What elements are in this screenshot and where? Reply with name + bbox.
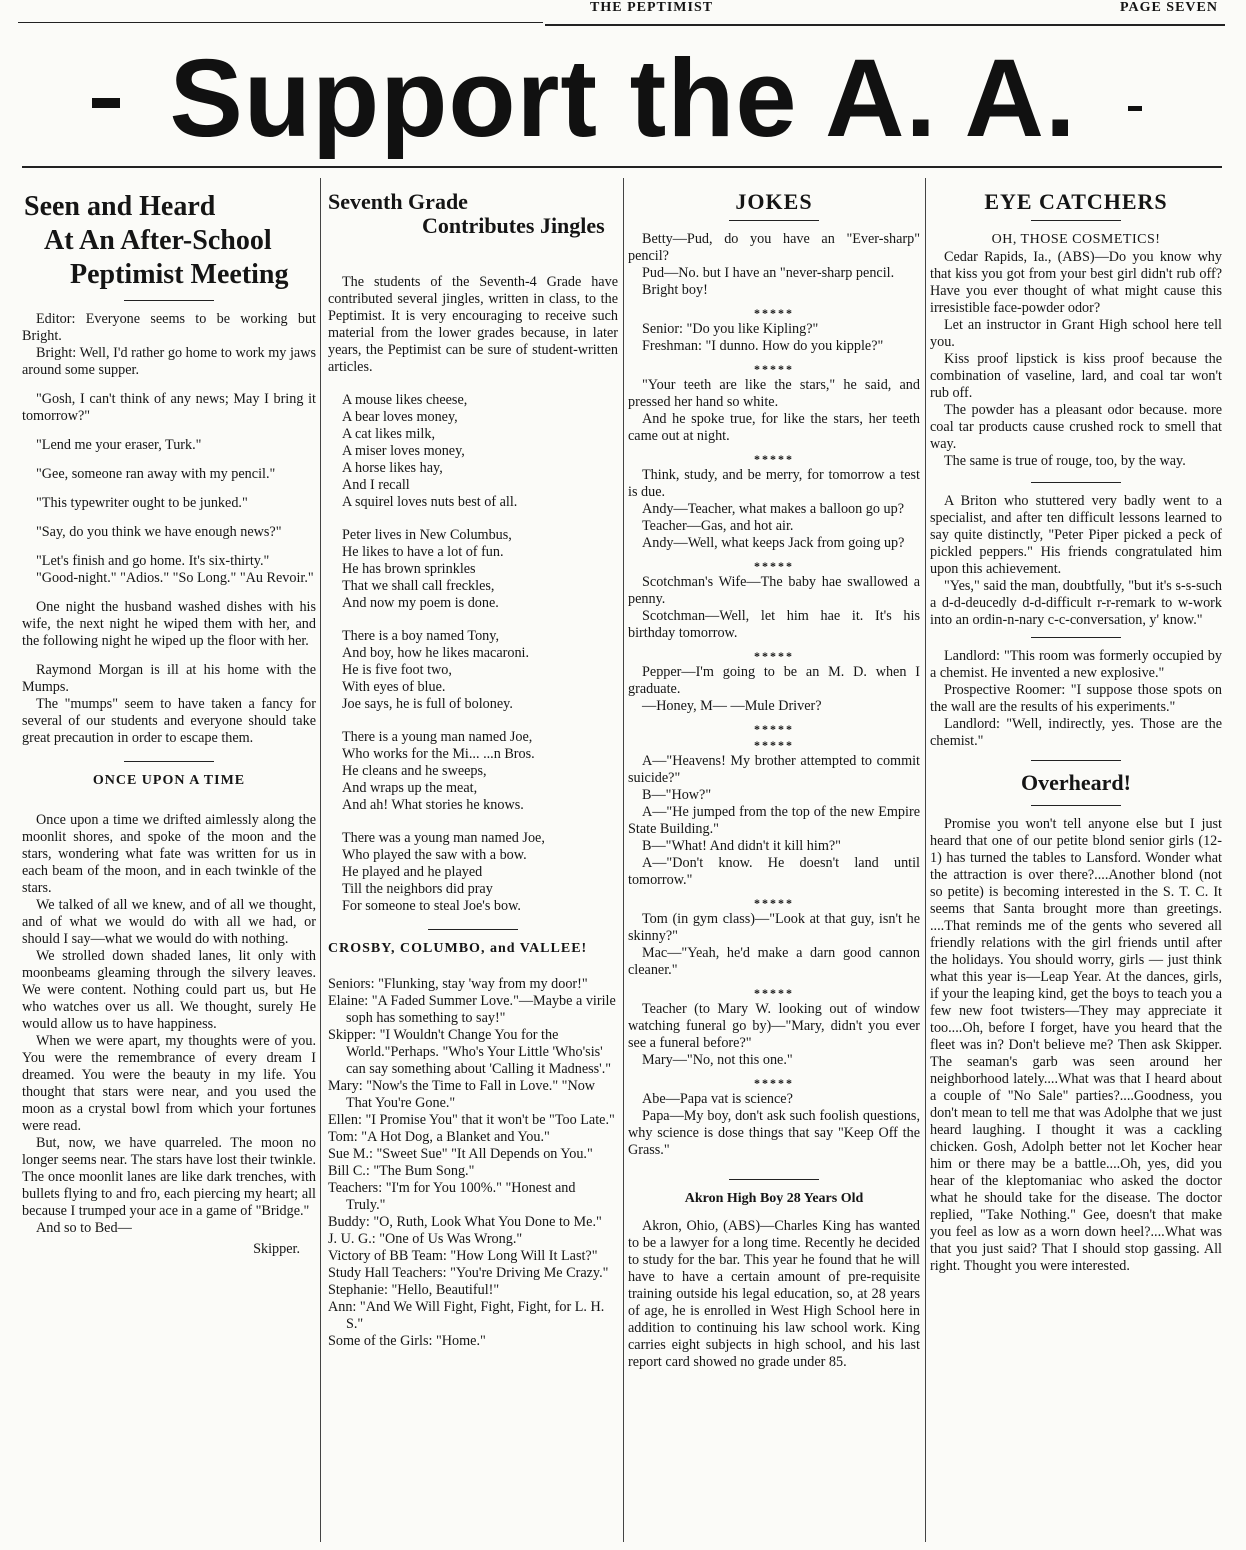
spacer — [22, 379, 316, 391]
song-person: Seniors: — [328, 976, 375, 992]
song-person: Bill C.: — [328, 1163, 370, 1179]
cosmetics-paragraph: Kiss proof lipstick is kiss proof because the combination of vaseline, lard, and coal tar won't rub off. — [930, 351, 1222, 401]
meeting-paragraph: "This typewriter ought to be junked." — [36, 495, 248, 511]
col1-paragraphs — [22, 311, 316, 747]
joke-separator: ***** — [754, 362, 794, 376]
song-person: J. U. G.: — [328, 1231, 376, 1247]
joke-line: Teacher—Gas, and hot air. — [642, 518, 794, 534]
joke-line: Scotchman—Well, let him hae it. It's his birthday tomorrow. — [628, 608, 920, 641]
joke-separator: ***** — [754, 896, 794, 910]
joke-line: A—"Heavens! My brother attempted to commit suicide?" — [628, 753, 920, 786]
story-paragraph: But, now, we have quarreled. The moon no longer seems near. The stars have lost their twinkle. The once moonlit lanes are like dark trenches, with bullets flying to and fro, each piercing my heart; all because I trumped your ace in a game of "Bridge." — [22, 1135, 316, 1219]
banner-dash-left — [92, 98, 120, 108]
separator-rule — [428, 929, 518, 930]
joke-line: Abe—Papa vat is science? — [642, 1091, 793, 1107]
joke-line: Betty—Pud, do you have an "Ever-sharp" pencil? — [628, 231, 920, 264]
song-entry — [328, 1282, 618, 1299]
joke-separator: ***** — [754, 559, 794, 573]
song-person: Mary: — [328, 1078, 363, 1094]
banner-dash-right — [1128, 106, 1142, 111]
page-number: PAGE SEVEN — [1119, 0, 1218, 15]
joke-line: "Your teeth are like the stars," he said, and pressed her hand so white. — [628, 377, 920, 410]
song-person: Ann: — [328, 1299, 357, 1315]
landlord-joke — [930, 648, 1222, 750]
briton-paragraph: A Briton who stuttered very badly went to a specialist, and after ten difficult lessons learned to say quite distinctly, "Peter Piper picked a peck of pickled peppers." His friends congratulated him upon this achievement. — [930, 493, 1222, 577]
joke-line: Think, study, and be merry, for tomorrow a test is due. — [628, 467, 920, 500]
banner-headline: Support the A. A. — [169, 37, 1077, 160]
song-person: Study Hall Teachers: — [328, 1265, 447, 1281]
story-text — [22, 812, 316, 1237]
song-person: Skipper: — [328, 1027, 377, 1043]
joke-line: Scotchman's Wife—The baby hae swallowed a penny. — [628, 574, 920, 607]
banner — [0, 34, 1246, 164]
verse-line: Peter lives in New Columbus, — [342, 527, 512, 543]
song-person: Teachers: — [328, 1180, 383, 1196]
song-title: "I'm for You 100%." "Honest and Truly." — [346, 1180, 576, 1213]
title-line: Peptimist Meeting — [70, 259, 289, 290]
jingle-verse — [328, 527, 618, 612]
joke-line: Mac—"Yeah, he'd make a darn good cannon cleaner." — [628, 945, 920, 978]
landlord-line: Landlord: "Well, indirectly, yes. Those are the chemist." — [930, 716, 1222, 749]
joke-separator: ***** — [754, 722, 794, 736]
verse-line: There is a young man named Joe, — [342, 729, 533, 745]
song-title: "I Promise You" that it won't be "Too Late." — [365, 1112, 615, 1128]
meeting-paragraph: "Good-night." "Adios." "So Long." "Au Revoir." — [36, 570, 314, 586]
spacer — [328, 376, 618, 392]
joke-line: Freshman: "I dunno. How do you kipple?" — [642, 338, 884, 354]
verse-line: There is a boy named Tony, — [342, 628, 499, 644]
verse-line: A horse likes hay, — [342, 460, 443, 476]
song-entry — [328, 1214, 618, 1231]
spacer — [328, 511, 618, 527]
verse-line: And now my poem is done. — [342, 595, 499, 611]
joke-line: Andy—Well, what keeps Jack from going up? — [642, 535, 905, 551]
song-title: "A Hot Dog, a Blanket and You." — [361, 1129, 550, 1145]
landlord-line: Prospective Roomer: "I suppose those spots on the wall are the results of his experiments." — [930, 682, 1222, 715]
song-person: Tom: — [328, 1129, 358, 1145]
song-entry — [328, 1027, 618, 1078]
verse-line: And I recall — [342, 477, 410, 493]
meeting-paragraph: One night the husband washed dishes with his wife, the next night he wiped them with her, and the following night he wiped up the floor with her. — [22, 599, 316, 649]
joke-separator: ***** — [754, 1076, 794, 1090]
joke-line: Pepper—I'm going to be an M. D. when I graduate. — [628, 664, 920, 697]
song-entry — [328, 976, 618, 993]
song-title: "You're Driving Me Crazy." — [450, 1265, 609, 1281]
spacer — [628, 1159, 920, 1165]
song-entry — [328, 1146, 618, 1163]
verse-line: Who works for the Mi... ...n Bros. — [342, 746, 535, 762]
verse-line: A miser loves money, — [342, 443, 465, 459]
story-paragraph: When we were apart, my thoughts were of you. You were the remembrance of every dream I dreamed. You were the beauty in my life. You thought that stars were near, and you used the moon as a crystal bowl from which your fortunes were read. — [22, 1033, 316, 1134]
column-seen-and-heard — [22, 178, 316, 1546]
spacer — [22, 650, 316, 662]
separator-rule — [124, 761, 214, 762]
song-entry — [328, 1333, 618, 1350]
song-entry — [328, 1078, 618, 1112]
spacer — [22, 512, 316, 524]
joke-line: Bright boy! — [642, 282, 708, 298]
song-title: "How Long Will It Last?" — [450, 1248, 598, 1264]
song-title: "Flunking, stay 'way from my door!" — [378, 976, 588, 992]
meeting-paragraph: Bright: Well, I'd rather go home to work my jaws around some supper. — [22, 345, 316, 378]
verse-line: He has brown sprinkles — [342, 561, 476, 577]
song-entry — [328, 1265, 618, 1282]
jingle-verse — [328, 392, 618, 511]
akron-text: Akron, Ohio, (ABS)—Charles King has wanted to be a lawyer for a long time. Recently he decided to study for the bar. This year he found that he will have to have a certain amount of pre-requisite training outside his legal education, so, at 28 years of age, he is enrolled in West High School here in addition to continuing his law school work. King carries eight subjects in high school, and his last report card showed no grade under 85. — [628, 1218, 920, 1370]
cosmetics-text — [930, 249, 1222, 470]
jokes-title: JOKES — [735, 189, 813, 214]
overheard-text: Promise you won't tell anyone else but I just heard that one of our petite blond senior girls (12-1) has turned the tables to Lansford. Wonder what the attraction is over there?....Another blond (not so petite) is becoming interested in the S. T. C. It seems that Santa brought more than greetings. ....That reminds me of the gents who severed all friendly relations with the girl friends until after the holidays. You should worry, girls — just think what this year is—Leap Year. At the dances, girls, if your the leaping kind, get the boys to teach you a few new foot twisters—They may appreciate it too....Oh, before I forget, have you heard that the fleet was in? Don't believe me? Then ask Skipper. The seaman's garb was seen around her neighborhood lately....What was that I heard about a couple of "No Sale" parties?....Goodness, you don't mean to tell me that was Adolphe that we just heard laughing. I thought it was a cackling chicken. Gosh, Adolph better not let Kocher hear him or there may be a battle....Oh, yes, did you hear of the kleptomaniac who asked the doctor what he should take for the disease. The doctor replied, "Take Nothing." Gee, doesn't that make you feel as low as a worn down heel?....What was that you just said? That I should stop gassing. All right. Thought you were interested. — [930, 816, 1222, 1274]
song-entry — [328, 993, 618, 1027]
meeting-paragraph: Editor: Everyone seems to be working but Bright. — [22, 311, 316, 344]
meeting-paragraph: "Let's finish and go home. It's six-thirty." — [36, 553, 270, 569]
verse-line: A mouse likes cheese, — [342, 392, 468, 408]
verse-line: He likes to have a lot of fun. — [342, 544, 504, 560]
meeting-paragraph: Raymond Morgan is ill at his home with the Mumps. — [22, 662, 316, 695]
joke-line: B—"How?" — [642, 787, 712, 803]
joke-separator: ***** — [754, 649, 794, 663]
column-rule-3 — [925, 178, 926, 1542]
song-person: Victory of BB Team: — [328, 1248, 447, 1264]
title-line: At An After-School — [44, 225, 272, 256]
cosmetics-title: OH, THOSE COSMETICS! — [991, 232, 1161, 247]
joke-line: Mary—"No, not this one." — [642, 1052, 793, 1068]
joke-line: A—"He jumped from the top of the new Empire State Building." — [628, 804, 920, 837]
songs-title: CROSBY, COLUMBO, and VALLEE! — [328, 941, 588, 956]
paper-name: THE PEPTIMIST — [590, 0, 714, 15]
joke-line: Andy—Teacher, what makes a balloon go up? — [642, 501, 905, 517]
spacer — [328, 814, 618, 830]
song-entry — [328, 1163, 618, 1180]
verse-line: Joe says, he is full of boloney. — [342, 696, 513, 712]
verse-line: A bear loves money, — [342, 409, 458, 425]
verse-line: For someone to steal Joe's bow. — [342, 898, 521, 914]
separator-rule — [729, 1179, 819, 1180]
song-person: Stephanie: — [328, 1282, 388, 1298]
verse-line: And boy, how he likes macaroni. — [342, 645, 530, 661]
landlord-line: Landlord: "This room was formerly occupied by a chemist. He invented a new explosive." — [930, 648, 1222, 681]
cosmetics-paragraph: The powder has a pleasant odor because. more coal tar products cause crushed rock to smell that way. — [930, 402, 1222, 452]
verse-line: Till the neighbors did pray — [342, 881, 493, 897]
separator-rule — [1031, 760, 1121, 761]
joke-line: A—"Don't know. He doesn't land until tomorrow." — [628, 855, 920, 888]
song-title: "Home." — [435, 1333, 486, 1349]
column-2-title — [328, 190, 618, 238]
joke-line: B—"What! And didn't it kill him?" — [642, 838, 841, 854]
song-entry — [328, 1180, 618, 1214]
song-title: "And We Will Fight, Fight, Fight, for L. H. S." — [346, 1299, 605, 1332]
jingle-verse — [328, 830, 618, 915]
spacer — [22, 541, 316, 553]
song-title: "O, Ruth, Look What You Done to Me." — [373, 1214, 602, 1230]
joke-line: Tom (in gym class)—"Look at that guy, isn't he skinny?" — [628, 911, 920, 944]
jokes-list — [628, 231, 920, 1165]
meeting-paragraph: The "mumps" seem to have taken a fancy for several of our students and everyone should take great precaution in order to escape them. — [22, 696, 316, 746]
jingle-verse — [328, 729, 618, 814]
cosmetics-paragraph: Let an instructor in Grant High school here tell you. — [930, 317, 1222, 350]
song-entry — [328, 1299, 618, 1333]
song-person: Some of the Girls: — [328, 1333, 433, 1349]
column-rule-2 — [623, 178, 624, 1542]
verse-line: There was a young man named Joe, — [342, 830, 545, 846]
akron-title: Akron High Boy 28 Years Old — [684, 1191, 864, 1206]
story-paragraph: We talked of all we knew, and of all we thought, and of what we would do with all we had, or should I say—what we would do with nothing. — [22, 897, 316, 947]
intro-paragraph: The students of the Seventh-4 Grade have contributed several jingles, written in class, to the Peptimist. It is very encouraging to receive such material from the lower grades because, in later years, the Peptimist can be sure of student-written articles. — [328, 274, 618, 375]
verses — [328, 376, 618, 915]
briton-paragraph-2: "Yes," said the man, doubtfully, "but it's s-s-such a d-d-deucedly d-d-difficult r-r-remark to w-work into an ordin-n-nary c-c-conversation, y' know." — [930, 578, 1222, 628]
spacer — [22, 454, 316, 466]
verse-line: He is five foot two, — [342, 662, 452, 678]
spacer — [22, 587, 316, 599]
column-eye-catchers — [930, 178, 1222, 1546]
separator-rule — [1031, 805, 1121, 806]
story-paragraph: And so to Bed— — [36, 1220, 132, 1236]
verse-line: He played and he played — [342, 864, 483, 880]
separator-rule — [1031, 637, 1121, 638]
page-header — [0, 0, 1246, 22]
joke-line: And he spoke true, for like the stars, her teeth came out at night. — [628, 411, 920, 444]
verse-line: He cleans and he sweeps, — [342, 763, 487, 779]
separator-rule — [1031, 482, 1121, 483]
verse-line: That we shall call freckles, — [342, 578, 495, 594]
separator-rule — [729, 220, 819, 221]
verse-line: Who played the saw with a bow. — [342, 847, 527, 863]
song-person: Elaine: — [328, 993, 369, 1009]
joke-separator: ***** — [754, 452, 794, 466]
signature: Skipper. — [253, 1241, 300, 1257]
spacer — [328, 612, 618, 628]
song-title: "Now's the Time to Fall in Love." "Now That You're Gone." — [346, 1078, 596, 1111]
song-entry — [328, 1231, 618, 1248]
joke-separator: ***** — [754, 738, 794, 752]
story-paragraph: Once upon a time we drifted aimlessly along the moonlit shores, and spoke of the moon and the stars, wondering what fate was written for us in each beam of the moon, and in each twinkle of the stars. — [22, 812, 316, 896]
title-line: Seen and Heard — [24, 191, 216, 222]
song-title: "I Wouldn't Change You for the World."Perhaps. "Who's Your Little 'Who'sis' can say something about 'Calling it Madness'." — [346, 1027, 612, 1077]
header-rule-left — [18, 22, 543, 23]
song-title: "Hello, Beautiful!" — [391, 1282, 500, 1298]
column-seventh-grade-jingles — [328, 178, 618, 1546]
story-title: ONCE UPON A TIME — [92, 773, 246, 788]
story-paragraph: We strolled down shaded lanes, lit only with moonbeams gleaming through the silvery leaves. We were content. Nothing could part us, but He who watches over us all. We thought, surely He would allow us to have happiness. — [22, 948, 316, 1032]
column-jokes — [628, 178, 920, 1546]
verse-line: A cat likes milk, — [342, 426, 435, 442]
separator-rule — [124, 300, 214, 301]
song-title: "The Bum Song." — [373, 1163, 475, 1179]
verse-line: A squirel loves nuts best of all. — [342, 494, 518, 510]
joke-line: Teacher (to Mary W. looking out of window watching funeral go by)—"Mary, didn't you ever see a funeral before?" — [628, 1001, 920, 1051]
spacer — [328, 713, 618, 729]
title-line: Seventh Grade — [328, 189, 468, 214]
song-entry — [328, 1129, 618, 1146]
song-entry — [328, 1112, 618, 1129]
song-person: Sue M.: — [328, 1146, 373, 1162]
joke-line: —Honey, M— —Mule Driver? — [642, 698, 822, 714]
meeting-paragraph: "Gosh, I can't think of any news; May I bring it tomorrow?" — [22, 391, 316, 424]
joke-separator: ***** — [754, 306, 794, 320]
song-title: "Sweet Sue" "It All Depends on You." — [376, 1146, 593, 1162]
song-title: "One of Us Was Wrong." — [379, 1231, 523, 1247]
spacer — [22, 483, 316, 495]
meeting-paragraph: "Gee, someone ran away with my pencil." — [36, 466, 276, 482]
joke-line: Papa—My boy, don't ask such foolish questions, why science is dose things that say "Keep Off the Grass." — [628, 1108, 920, 1158]
title-line: Contributes Jingles — [422, 213, 605, 238]
meeting-paragraph: "Say, do you think we have enough news?" — [36, 524, 282, 540]
verse-line: And ah! What stories he knows. — [342, 797, 524, 813]
song-person: Buddy: — [328, 1214, 370, 1230]
verse-line: With eyes of blue. — [342, 679, 446, 695]
overheard-title: Overheard! — [1021, 770, 1131, 795]
separator-rule — [1031, 220, 1121, 221]
cosmetics-paragraph: Cedar Rapids, Ia., (ABS)—Do you know why that kiss you got from your best girl didn't rub off? Have you ever thought of what might cause this irresistible face-powder odor? — [930, 249, 1222, 316]
verse-line: And wraps up the meat, — [342, 780, 478, 796]
banner-rule — [22, 166, 1222, 168]
meeting-paragraph: "Lend me your eraser, Turk." — [36, 437, 202, 453]
cosmetics-paragraph: The same is true of rouge, too, by the way. — [944, 453, 1186, 469]
song-entry — [328, 1248, 618, 1265]
joke-line: Pud—No. but I have an "never-sharp pencil. — [642, 265, 895, 281]
joke-line: Senior: "Do you like Kipling?" — [642, 321, 819, 337]
song-person: Ellen: — [328, 1112, 362, 1128]
spacer — [22, 425, 316, 437]
column-rule-1 — [320, 178, 321, 1542]
eye-catchers-title: EYE CATCHERS — [984, 189, 1168, 214]
header-rule-right — [545, 24, 1225, 26]
songs-list — [328, 976, 618, 1350]
column-1-title — [22, 190, 316, 292]
joke-separator: ***** — [754, 986, 794, 1000]
jingle-verse — [328, 628, 618, 713]
song-title: "A Faded Summer Love."—Maybe a virile soph has something to say!" — [346, 993, 616, 1026]
